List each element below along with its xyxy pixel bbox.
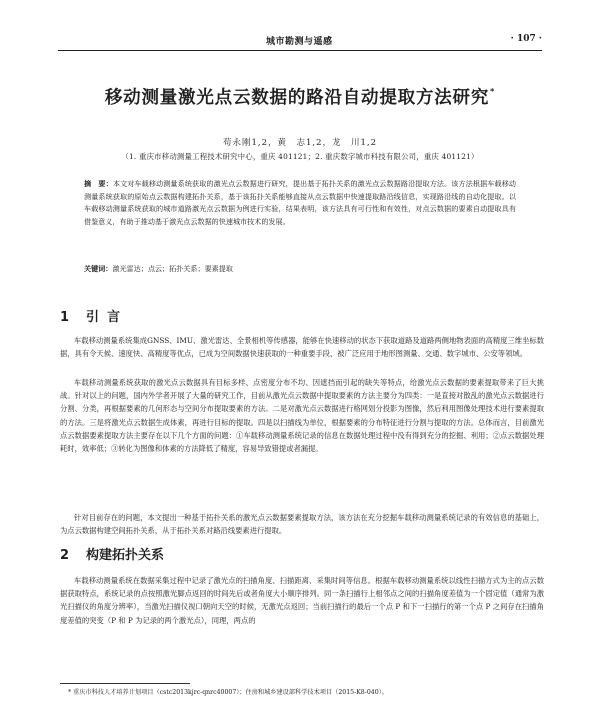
- abstract: [84, 178, 516, 228]
- page-number: · 107 ·: [510, 34, 542, 44]
- section-number: 1: [60, 310, 70, 325]
- abstract-text: 本文对车载移动测量系统获取的激光点云数据进行研究，提出基于拓扑关系的激光点云数据路沿提取方法。该方法根据车载移动测量系统获取的原始点云数据构建拓扑关系，基于该拓扑关系能够直接从点云数据中快速提取路沿线信息，实现路沿线的自动化提取。以车载移动测量系统获取的城市道路激光点云数据为例进行实验，结果表明，该方法具有可行性和有效性，对点云数据的要素自动提取具有借鉴意义，有助于推动基于激光点云数据的快速城市技术的发展。: [84, 179, 517, 226]
- running-header: [58, 34, 542, 51]
- footnote: * 重庆市科技人才培养计划项目（cstc2013kjrc-qnrc40007）；住房和城乡建设部科学技术项目（2015-K8-040）。: [68, 689, 388, 696]
- journal-name: 城市勘测与遥感: [266, 37, 333, 47]
- keywords-label: 关键词：: [84, 264, 113, 273]
- title-footnote-mark: *: [490, 87, 496, 96]
- section-heading-introduction: [60, 306, 128, 325]
- paragraph: 车载移动测量系统集成GNSS、IMU、激光雷达、全景相机等传感器，能够在快速移动的状态下获取道路及道路两侧地物表面的高精度三维坐标数据，具有令天候、速度快、高精度等优点，已成为空间数据快速获取的一种重要手段，被广泛应用于地形图测量、交通、数字城市、公安等领域。: [60, 336, 544, 359]
- keywords-text: 激光雷达；点云；拓扑关系；要素提取: [112, 264, 233, 273]
- section-title: 引言: [86, 310, 129, 325]
- author-list: 苟永刚1,2，黄 志1,2，龙 川1,2: [222, 138, 378, 148]
- keywords: [84, 263, 516, 275]
- section-number: 2: [60, 548, 70, 563]
- paper-title-text: 移动测量激光点云数据的路沿自动提取方法研究: [104, 88, 490, 108]
- paragraph: 车载移动测量系统获取的激光点云数据具有目标多样、点密度分布不均、因遮挡而引起的缺失等特点，给激光点云数据的要素提取带来了巨大挑战。针对以上的问题，国内外学者开展了大量的研究工作，目前从激光点云数据中提取要素的方法主要分为四类：一是直接对散乱的激光点云数据进行分割、分类，再根据要素的几何形态与空间分布提取要素的方法。二是对激光点云数据进行格网划分投影为图像，然后利用图像处理技术进行要素提取的方法。三是将激光点云数据生成体素，再进行目标的提取。四是以扫描线为单位，根据要素的分布特征进行分割与提取的方法。总体而言，目前激光点云数据要素提取方法主要存在以下几个方面的问题：①车载移动测量系统记录的信息在数据处理过程中没有得到充分的挖掘、利用；②点云数据处理耗时，效率低；③转化为图像和体素的方法降低了精度，容易导致错提或者漏提。: [60, 378, 544, 454]
- paper-title: [60, 84, 540, 109]
- section-heading-topology: [60, 544, 164, 563]
- paragraph: 针对目前存在的问题，本文提出一种基于拓扑关系的激光点云数据要素提取方法，该方法在充分挖掘车载移动测量系统记录的有效信息的基础上，为点云数据构建空间拓扑关系，从于拓扑关系对路沿线要素进行提取。: [60, 513, 544, 536]
- paragraph: 车载移动测量系统在数据采集过程中记录了激光点的扫描角度、扫描距离、采集时间等信息。根据车载移动测量系统以线性扫描方式为主的点云数据获取特点，系统记录的点按照激光脚点返回的时间先后或者角度大小顺序排列。同一条扫描行上相邻点之间的扫描角度差值为一个固定值（通常为激光扫描仪的角度分辨率），当激光扫描仪视口朝向天空的时候，无激光点返回；当前扫描行的最后一个点 P 和下一扫描行的第一个点 P 之间存在扫描角度差值的突变（P 和 P 为记录的两个激光点），同理，两点的: [60, 576, 544, 625]
- affiliation: （1. 重庆市移动测量工程技术研究中心，重庆 401121；2. 重庆数字城市科技有限公司，重庆 401121）: [121, 152, 479, 161]
- section-title: 构建拓扑关系: [86, 548, 165, 563]
- abstract-label: 摘 要：: [84, 179, 113, 188]
- footnote-divider: [60, 683, 190, 684]
